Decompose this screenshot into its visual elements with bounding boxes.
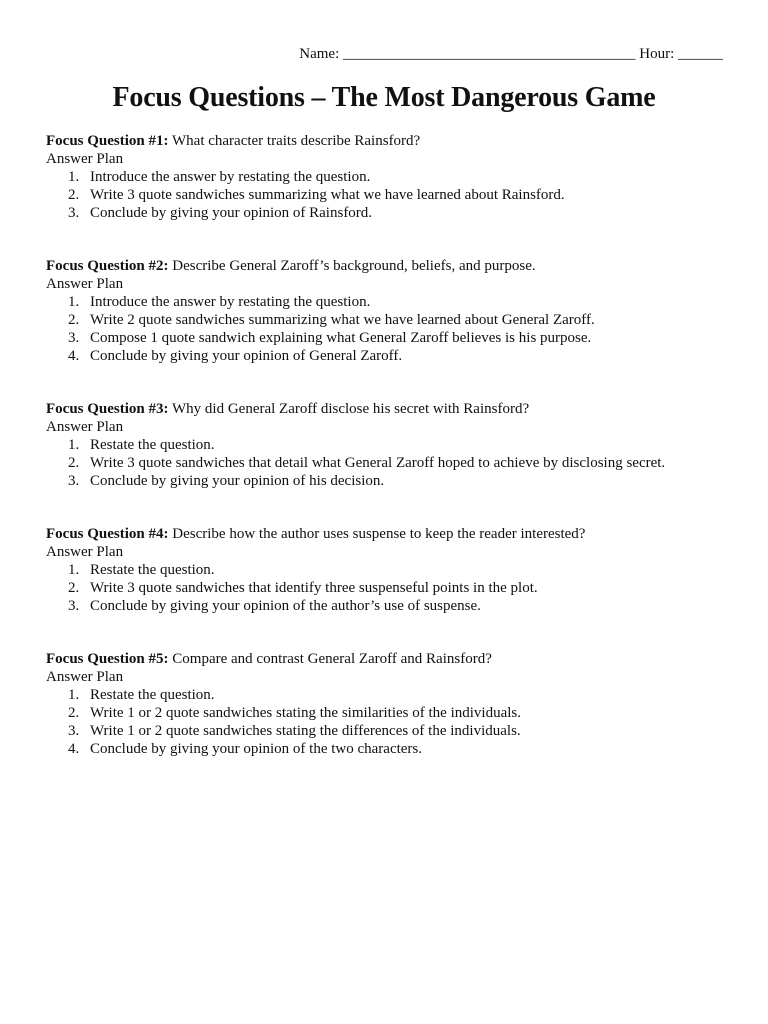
question-label: Focus Question #5: [46,651,169,667]
step-number: 3. [68,330,80,346]
list-item [46,454,736,472]
list-item [46,168,736,186]
step-text: Conclude by giving your opinion of his decision. [90,473,385,489]
question-text: Why did General Zaroff disclose his secret with Rainsford? [172,401,530,417]
step-text: Conclude by giving your opinion of the two characters. [90,741,423,757]
name-blank: _______________________________________ [343,46,636,62]
question-label: Focus Question #4: [46,526,169,542]
list-item [46,561,736,579]
list-item [46,186,736,204]
answer-plan-label: Answer Plan [46,544,124,560]
answer-plan-label: Answer Plan [46,151,124,167]
question-text: Describe how the author uses suspense to keep the reader interested? [172,526,586,542]
focus-question-2 [46,257,736,365]
step-number: 2. [68,187,80,203]
hour-blank: ______ [678,46,723,62]
question-heading [46,650,736,668]
step-text: Write 3 quote sandwiches summarizing what we have learned about Rainsford. [90,187,565,203]
step-number: 1. [68,562,80,578]
list-item [46,740,736,758]
step-text: Compose 1 quote sandwich explaining what General Zaroff believes is his purpose. [90,330,592,346]
step-number: 2. [68,312,80,328]
list-item [46,686,736,704]
step-text: Conclude by giving your opinion of the author’s use of suspense. [90,598,481,614]
question-label: Focus Question #1: [46,133,169,149]
step-number: 1. [68,294,80,310]
focus-question-1 [46,132,736,222]
focus-question-3 [46,400,736,490]
answer-plan-list [46,168,736,222]
question-label: Focus Question #3: [46,401,169,417]
list-item [46,436,736,454]
step-number: 3. [68,723,80,739]
list-item [46,704,736,722]
list-item [46,597,736,615]
question-text: What character traits describe Rainsford? [172,133,421,149]
step-number: 2. [68,455,80,471]
step-number: 4. [68,741,80,757]
answer-plan-list [46,686,736,758]
step-text: Write 1 or 2 quote sandwiches stating the differences of the individuals. [90,723,521,739]
question-heading [46,257,736,275]
focus-question-4 [46,525,736,615]
focus-question-5 [46,650,736,758]
step-number: 2. [68,705,80,721]
step-text: Conclude by giving your opinion of General Zaroff. [90,348,403,364]
list-item [46,347,736,365]
step-text: Write 2 quote sandwiches summarizing what we have learned about General Zaroff. [90,312,595,328]
step-text: Write 1 or 2 quote sandwiches stating the similarities of the individuals. [90,705,521,721]
page-title: Focus Questions – The Most Dangerous Game [112,82,656,113]
step-text: Write 3 quote sandwiches that detail what General Zaroff hoped to achieve by disclosing secret. [90,455,666,471]
step-text: Introduce the answer by restating the question. [90,169,371,185]
step-text: Restate the question. [90,437,215,453]
answer-plan-list [46,436,736,490]
step-text: Restate the question. [90,687,215,703]
answer-plan-label: Answer Plan [46,419,124,435]
question-text: Describe General Zaroff’s background, beliefs, and purpose. [172,258,536,274]
question-text: Compare and contrast General Zaroff and Rainsford? [172,651,492,667]
list-item [46,722,736,740]
question-heading [46,132,736,150]
name-hour-line [299,46,723,63]
step-number: 3. [68,473,80,489]
step-number: 4. [68,348,80,364]
list-item [46,472,736,490]
step-text: Restate the question. [90,562,215,578]
question-heading [46,525,736,543]
answer-plan-label: Answer Plan [46,669,124,685]
answer-plan-list [46,293,736,365]
step-text: Introduce the answer by restating the question. [90,294,371,310]
name-label: Name: [299,46,340,62]
step-number: 1. [68,169,80,185]
step-text: Conclude by giving your opinion of Rainsford. [90,205,373,221]
step-text: Write 3 quote sandwiches that identify three suspenseful points in the plot. [90,580,538,596]
answer-plan-label: Answer Plan [46,276,124,292]
step-number: 3. [68,205,80,221]
list-item [46,311,736,329]
step-number: 2. [68,580,80,596]
list-item [46,579,736,597]
list-item [46,204,736,222]
question-label: Focus Question #2: [46,258,169,274]
step-number: 3. [68,598,80,614]
answer-plan-list [46,561,736,615]
question-heading [46,400,736,418]
hour-label: Hour: [639,46,675,62]
list-item [46,293,736,311]
step-number: 1. [68,437,80,453]
list-item [46,329,736,347]
step-number: 1. [68,687,80,703]
